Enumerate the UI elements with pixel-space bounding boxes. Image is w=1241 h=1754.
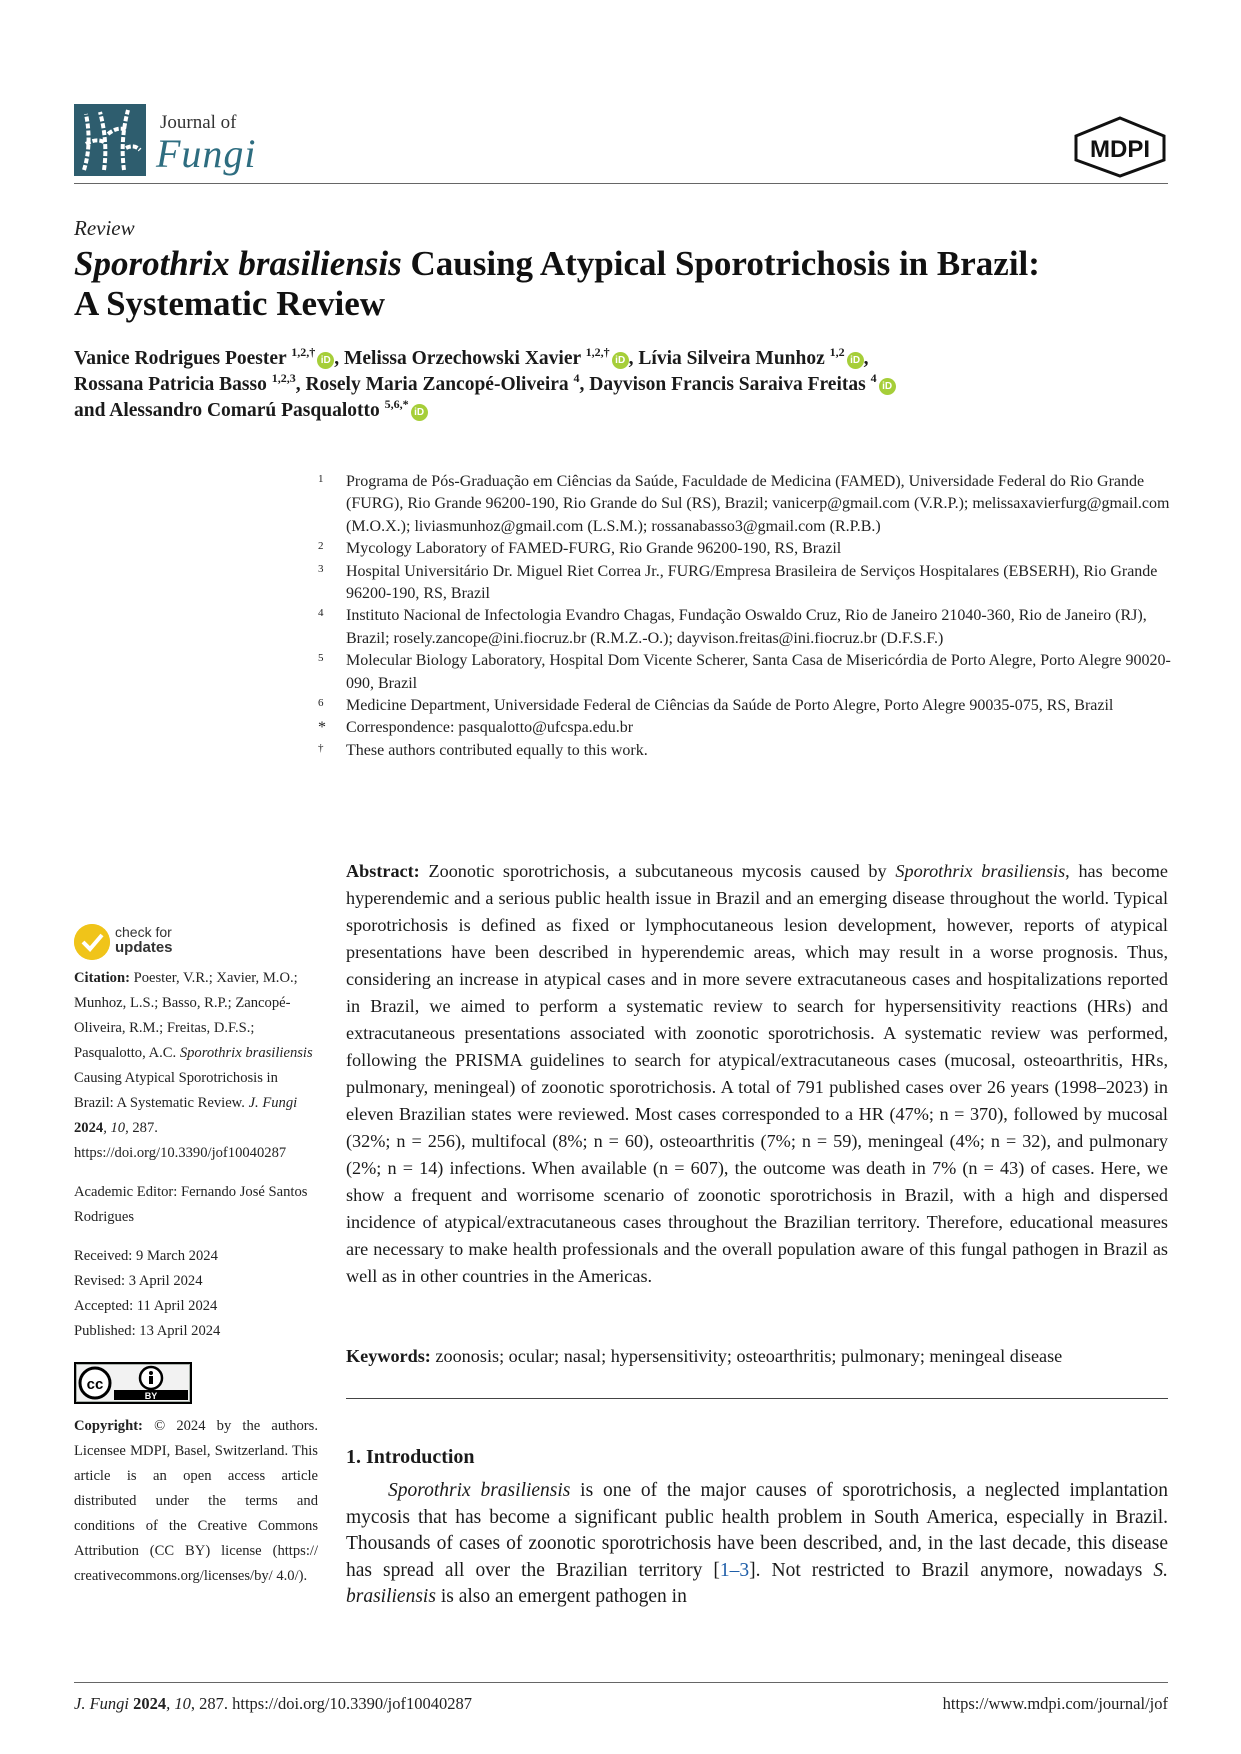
copyright-notice: Copyright: © 2024 by the authors. Licensee MDPI, Basel, Switzerland. This article is an open access article distributed under the terms and conditions of the Creative Commons Attribution (CC BY) license (https:// creativecommons.org/licenses/by/ 4.0/).: [74, 1418, 318, 1584]
journal-logo: [74, 104, 146, 176]
creative-commons-license-icon[interactable]: [74, 1362, 192, 1404]
author[interactable]: Melissa Orzechowski Xavier $^{1,2,\dagger}$iD: [344, 348, 629, 369]
academic-editor: Academic Editor: Fernando José Santos Rodrigues: [74, 1184, 308, 1225]
affiliation: 1 Programa de Pós-Graduação em Ciências da Saúde, Faculdade de Medicina (FAMED), Universidade Federal do Rio Grande (FURG), Rio Grande 96200-190, Rio Grande do Sul (RS), Brazil; vanicerp@gmail.com (V.R.P.); melissaxavierfurg@gmail.com (M.O.X.); liviasmunhoz@gmail.com (L.S.M.); rossanabasso3@gmail.com (R.P.B.): [318, 473, 1170, 535]
title-rest: Causing Atypical Sporotrichosis in Brazil:: [401, 244, 1040, 283]
keywords: Keywords: zoonosis; ocular; nasal; hypersensitivity; osteoarthritis; pulmonary; meningeal disease: [346, 1346, 1063, 1366]
orcid-icon[interactable]: iD: [411, 404, 428, 421]
date-published: Published: 13 April 2024: [74, 1323, 221, 1339]
affiliation: 2 Mycology Laboratory of FAMED-FURG, Rio Grande 96200-190, RS, Brazil: [318, 540, 842, 558]
footer-citation: J. Fungi 2024, 10, 287. https://doi.org/10.3390/jof10040287: [74, 1694, 472, 1713]
publisher-logo-text: MDPI: [1090, 136, 1150, 163]
keywords-divider: [346, 1398, 1168, 1399]
orcid-icon[interactable]: iD: [879, 378, 896, 395]
abstract-label: Abstract:: [346, 861, 420, 881]
title-species: Sporothrix brasiliensis: [74, 244, 402, 283]
title-line2: A Systematic Review: [74, 284, 386, 323]
abstract: Abstract: Zoonotic sporotrichosis, a subcutaneous mycosis caused by Sporothrix brasiliensis, has become hyperendemic and a serious public health issue in Brazil and an emerging disease throughout the world. Typical sporotrichosis is defined as fixed or lymphocutaneous lesion development, however, reports of atypical presentations have been described in hyperendemic areas, which may result in a worse prognosis. Thus, considering an increase in atypical cases and in more severe extracutaneous cases and hospitalizations reported in Brazil, we aimed to perform a systematic review to search for hypersensitivity reactions (HRs) and extracutaneous presentations associated with zoonotic sporotrichosis. A systematic review was performed, following the PRISMA guidelines to search for atypical/extracutaneous cases (mucosal, osteoarthritis, HRs, pulmonary, meningeal) of zoonotic sporotrichosis. A total of 791 published cases over 26 years (1998–2023) in eleven Brazilian states were reviewed. Most cases corresponded to a HR (47%; n = 370), followed by mucosal (32%; n = 256), multifocal (8%; n = 60), osteoarthritis (7%; n = 59), meningeal (4%; n = 32), and pulmonary (2%; n = 14) infections. When available (n = 607), the outcome was death in 7% (n = 43) of cases. Here, we show a frequent and worrisome scenario of zoonotic sporotrichosis in Brazil, with a high and dispersed incidence of atypical/extracutaneous cases throughout the Brazilian territory. Therefore, educational measures are necessary to make health professionals and the overall population aware of this fungal pathogen in Brazil as well as in other countries in the Americas.: [346, 861, 1169, 1286]
affiliation: 4 Instituto Nacional de Infectologia Evandro Chagas, Fundação Oswaldo Cruz, Rio de Janeiro 21040-360, Rio de Janeiro (RJ), Brazil; rosely.zancope@ini.fiocruz.br (R.M.Z.-O.); dayvison.freitas@ini.fiocruz.br (D.F.S.F.): [318, 607, 1147, 647]
affiliations: [318, 471, 1176, 762]
reference-link[interactable]: 1–3: [719, 1559, 750, 1581]
header-divider: [74, 183, 1168, 184]
article-title: [74, 244, 1184, 324]
journal-name: Fungi: [156, 131, 257, 176]
orcid-icon[interactable]: iD: [612, 352, 629, 369]
author[interactable]: Rosely Maria Zancopé-Oliveira $^4$: [305, 371, 580, 395]
article-sidebar: [74, 966, 318, 1344]
footer-journal-link[interactable]: https://www.mdpi.com/journal/jof: [942, 1694, 1168, 1713]
citation: Citation: Poester, V.R.; Xavier, M.O.; Munhoz, L.S.; Basso, R.P.; Zancopé-Oliveira, R.M.; Freitas, D.F.S.; Pasqualotto, A.C. Sporothrix brasiliensis Causing Atypical Sporotrichosis in Brazil: A Systematic Review. J. Fungi 2024, 10, 287. https://doi.org/10.3390/jof10040287: [74, 970, 313, 1161]
footer-divider: [74, 1682, 1168, 1683]
date-accepted: Accepted: 11 April 2024: [74, 1298, 218, 1314]
author-list: Vanice Rodrigues Poester $^{1,2,\dagger}$iD , Melissa Orzechowski Xavier $^{1,2,\dagger}$iD , Lívia Silveira Munhoz $^{1,2}$iD , Rossana Patricia Basso $^{1,2,3}$, Rosely Maria Zancopé-Oliveira $^4$, Dayvison Francis Saraiva Freitas $^4$iD and Alessandro Comarú Pasqualotto $^{5,6,*}$iD: [74, 346, 1174, 424]
affiliation: 6 Medicine Department, Universidade Federal de Ciências da Saúde de Porto Alegre, Porto Alegre 90035-075, RS, Brazil: [318, 697, 1114, 715]
equal-contribution-note: † These authors contributed equally to this work.: [318, 741, 648, 759]
author[interactable]: Rossana Patricia Basso $^{1,2,3}$: [74, 371, 296, 395]
date-revised: Revised: 3 April 2024: [74, 1273, 203, 1289]
orcid-icon[interactable]: iD: [317, 352, 334, 369]
orcid-icon[interactable]: iD: [847, 352, 864, 369]
check-for-updates-button[interactable]: check for updates: [115, 924, 173, 956]
author[interactable]: Dayvison Francis Saraiva Freitas $^4$iD: [589, 374, 895, 395]
author[interactable]: Vanice Rodrigues Poester $^{1,2,\dagger}$iD: [74, 348, 334, 369]
affiliation: 3 Hospital Universitário Dr. Miguel Riet Correa Jr., FURG/Empresa Brasileira de Serviços Hospitalares (EBSERH), Rio Grande 96200-190, RS, Brazil: [318, 562, 1158, 603]
affiliation: 5 Molecular Biology Laboratory, Hospital Dom Vicente Scherer, Santa Casa de Misericórdia de Porto Alegre, Porto Alegre 90020-090, Brazil: [318, 652, 1171, 692]
check-for-updates-icon[interactable]: [74, 924, 110, 960]
introduction-paragraph: Sporothrix brasiliensis is one of the major causes of sporotrichosis, a neglected implantation mycosis that has become a significant public health problem in South America, especially in Brazil. Thousands of cases of zoonotic sporotrichosis have been described, and, in the last decade, this disease has spread all over the Brazilian territory [1–3]. Not restricted to Brazil anymore, nowadays S. brasiliensis is also an emergent pathogen in: [346, 1480, 1169, 1607]
fungi-hyphae-icon: [74, 104, 146, 176]
publisher-logo: [1070, 116, 1170, 178]
author[interactable]: and Alessandro Comarú Pasqualotto $^{5,6,*}$iD: [74, 400, 428, 421]
section-heading-introduction: 1. Introduction: [346, 1446, 475, 1468]
svg-text:cc: cc: [86, 1376, 104, 1393]
article-type: Review: [74, 216, 135, 240]
correspondence: * Correspondence: pasqualotto@ufcspa.edu.br: [318, 719, 634, 737]
author[interactable]: Lívia Silveira Munhoz $^{1,2}$iD: [638, 348, 863, 369]
date-received: Received: 9 March 2024: [74, 1248, 218, 1264]
keywords-label: Keywords:: [346, 1346, 431, 1366]
cc-by-label: BY: [144, 1391, 158, 1401]
journal-name-small: Journal of: [160, 112, 237, 133]
